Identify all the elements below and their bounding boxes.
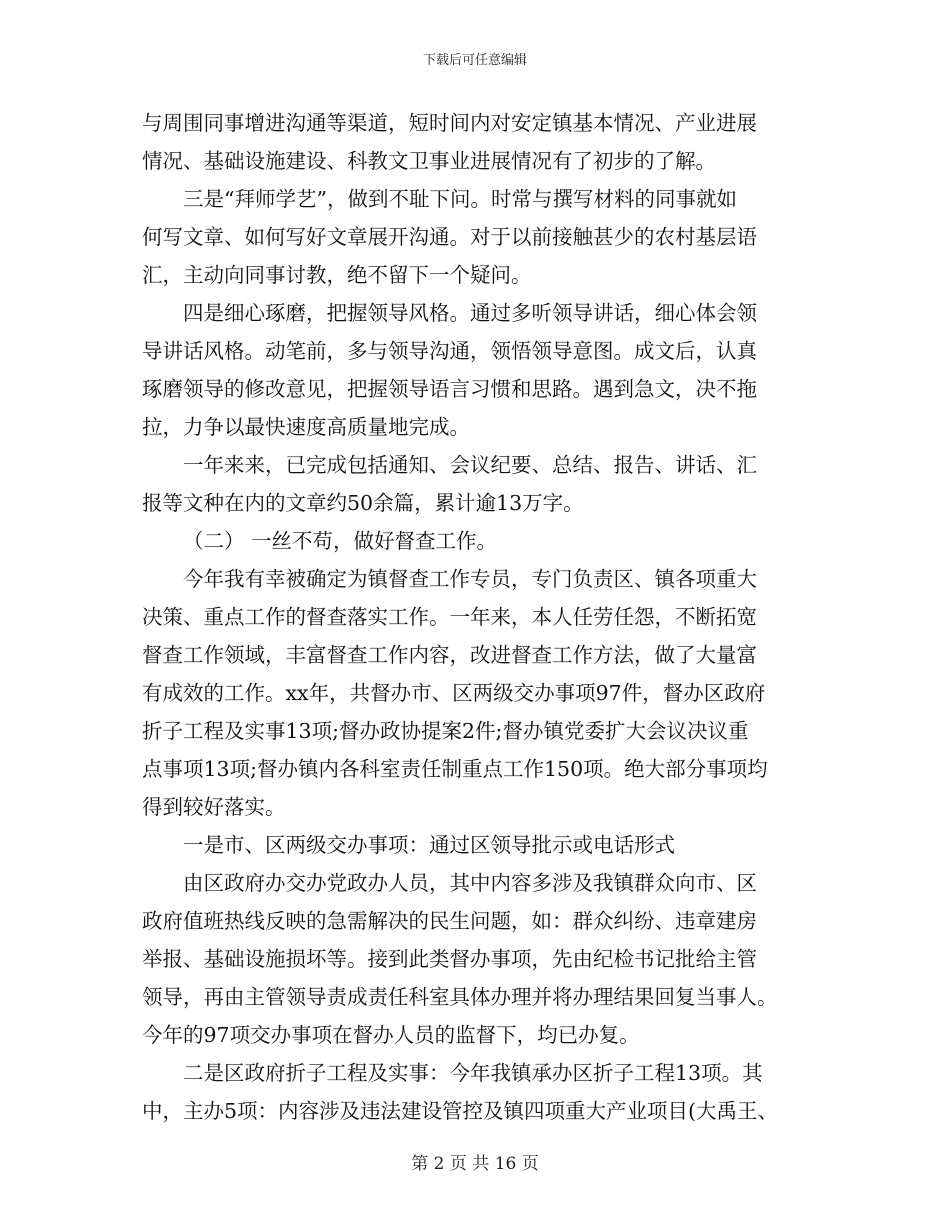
text-line: 情况、基础设施建设、科教文卫事业进展情况有了初步的了解。 [142,149,716,173]
text-line: 今年的97项交办事项在督办人员的监督下，均已办复。 [142,1023,640,1047]
text-line: （二） 一丝不苟，做好督查工作。 [183,529,498,553]
text-line: 由区政府办交办党政办人员，其中内容多涉及我镇群众向市、区 [183,871,757,895]
text-line: 拉，力争以最快速度高质量地完成。 [142,415,470,439]
text-line: 今年我有幸被确定为镇督查工作专员，专门负责区、镇各项重大 [183,567,757,591]
text-line: 有成效的工作。xx年，共督办市、区两级交办事项97件，督办区政府 [142,681,766,705]
text-line: 政府值班热线反映的急需解决的民生问题，如：群众纠纷、违章建房 [142,909,757,933]
text-line: 二是区政府折子工程及实事：今年我镇承办区折子工程13项。其 [183,1061,763,1085]
text-line: 举报、基础设施损坏等。接到此类督办事项，先由纪检书记批给主管 [142,947,757,971]
text-line: 何写文章、如何写好文章展开沟通。对于以前接触甚少的农村基层语 [142,225,757,249]
text-line: 得到较好落实。 [142,795,286,819]
text-line: 导讲话风格。动笔前，多与领导沟通，领悟领导意图。成文后，认真 [142,339,757,363]
text-line: 汇，主动向同事讨教，绝不留下一个疑问。 [142,263,532,287]
text-line: 督查工作领域，丰富督查工作内容，改进督查工作方法，做了大量富 [142,643,757,667]
page-header: 下载后可任意编辑 [422,53,527,68]
text-line: 四是细心琢磨，把握领导风格。通过多听领导讲话，细心体会领 [183,301,757,325]
text-line: 一是市、区两级交办事项：通过区领导批示或电话形式 [183,833,675,857]
text-line: 三是“拜师学艺”，做到不耻下问。时常与撰写材料的同事就如 [183,187,737,211]
text-line: 中，主办5项：内容涉及违法建设管控及镇四项重大产业项目(大禹王、 [142,1099,779,1123]
document-body [142,104,810,1130]
text-line: 报等文种在内的文章约50余篇，累计逾13万字。 [142,491,584,515]
text-line: 点事项13项;督办镇内各科室责任制重点工作150项。绝大部分事项均 [142,757,768,781]
text-line: 折子工程及实事13项;督办政协提案2件;督办镇党委扩大会议决议重 [142,719,749,743]
text-line: 决策、重点工作的督查落实工作。一年来，本人任劳任怨，不断拓宽 [142,605,757,629]
text-line: 与周围同事增进沟通等渠道，短时间内对安定镇基本情况、产业进展 [142,111,757,135]
page-footer: 第 2 页 共 16 页 [411,1154,539,1174]
text-line: 一年来来，已完成包括通知、会议纪要、总结、报告、讲话、汇 [183,453,757,477]
text-line: 领导，再由主管领导责成责任科室具体办理并将办理结果回复当事人。 [142,985,778,1009]
text-line: 琢磨领导的修改意见，把握领导语言习惯和思路。遇到急文，决不拖 [142,377,757,401]
